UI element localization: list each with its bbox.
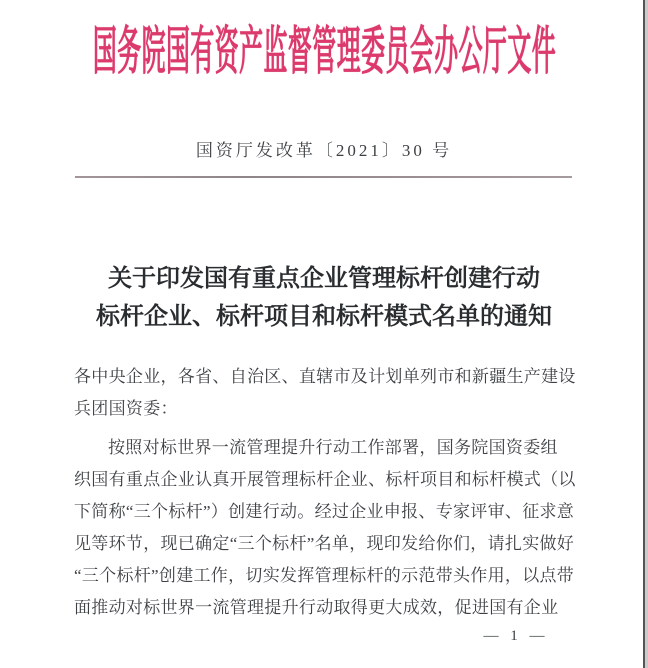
body-line: 按照对标世界一流管理提升行动工作部署，国务院国资委组 xyxy=(108,438,558,457)
salutation-line: 各中央企业，各省、自治区、直辖市及计划单列市和新疆生产建设 xyxy=(74,367,576,386)
page-number: — 1 — xyxy=(483,628,549,644)
letterhead-issuer-text: 国务院国有资产监督管理委员会办公厅文件 xyxy=(92,24,556,81)
letterhead-separator-rule xyxy=(75,176,572,178)
document-title-line-1: 关于印发国有重点企业管理标杆创建行动 xyxy=(108,266,540,292)
body-line: 下简称“三个标杆”）创建行动。经过企业申报、专家评审、征求意 xyxy=(74,502,575,521)
body-line: “三个标杆”创建工作，切实发挥管理标杆的示范带头作用，以点带 xyxy=(74,566,575,585)
document-number: 国资厅发改革〔2021〕30 号 xyxy=(195,141,453,160)
salutation-line: 兵团国资委： xyxy=(74,399,178,418)
document-title-line-2: 标杆企业、标杆项目和标杆模式名单的通知 xyxy=(96,304,552,330)
letterhead-banner xyxy=(0,24,648,82)
document-title xyxy=(0,260,648,336)
body-line: 见等环节，现已确定“三个标杆”名单，现印发给你们，请扎实做好 xyxy=(74,534,575,553)
main-paragraph xyxy=(74,432,574,624)
body-line: 面推动对标世界一流管理提升行动取得更大成效，促进国有企业 xyxy=(74,598,559,617)
document-body xyxy=(74,361,574,624)
salutation-paragraph xyxy=(74,361,574,425)
body-line: 织国有重点企业认真开展管理标杆企业、标杆项目和标杆模式（以 xyxy=(74,470,576,489)
